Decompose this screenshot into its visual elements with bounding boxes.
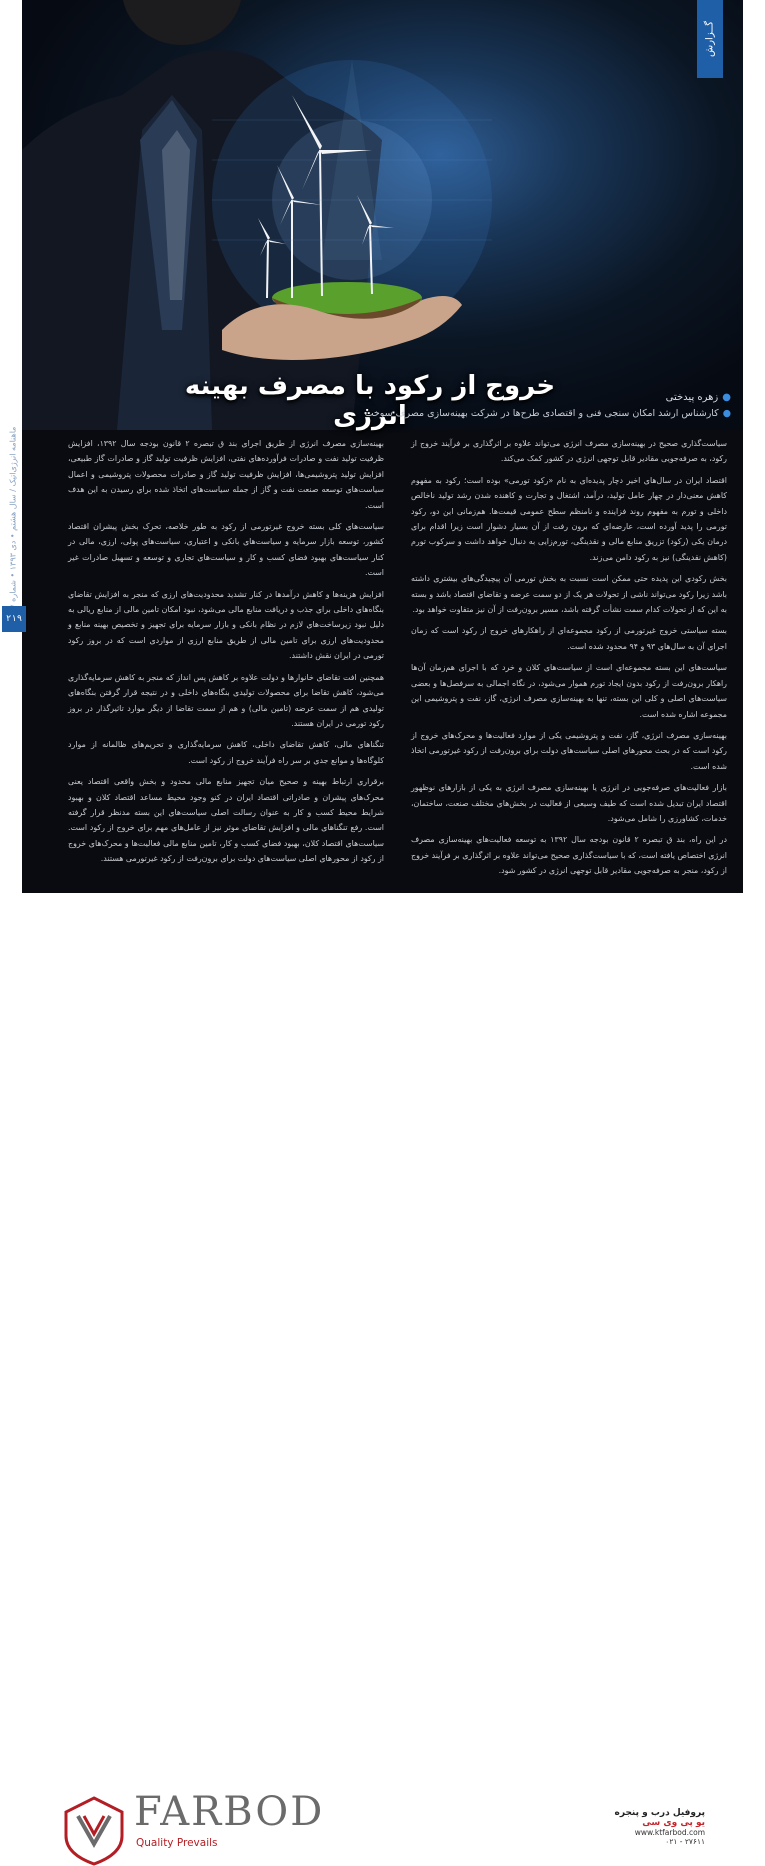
ad-product-line: پروفیل درب و پنجره	[614, 1808, 705, 1818]
brand-name: FARBOD	[134, 1789, 325, 1835]
lead-text: کارشناس ارشد امکان سنجی فنی و اقتصادی طرح‌ها در شرکت بهینه‌سازی مصرف سوخت	[364, 408, 719, 419]
brand-tagline: Quality Prevails	[136, 1837, 218, 1849]
paragraph: همچنین افت تقاضای خانوارها و دولت علاوه بر کاهش پس انداز که منجر به کاهش سرمایه‌گذاری می‌شود، کاهش تقاضا برای محصولات تولیدی بنگاه‌های داخلی و در نتیجه قرار گرفتن بنگاه‌های تولیدی هم از سمت عرضه (تامین مالی) و هم از سمت تقاضا از دیگر موارد تاثیرگذار در بروز رکود تورمی در ایران هستند.	[68, 672, 384, 728]
paragraph: افزایش هزینه‌ها و کاهش درآمدها در کنار تشدید محدودیت‌های ارزی که منجر به افزایش تقاضای بنگاه‌های داخلی برای جذب و دریافت منابع مالی می‌شود، نبود امکان تامین مالی از منابع ریالی به دلیل نبود زیرساخت‌های لازم در نظام بانکی و بازار سرمایه برای تجهیز و تخصیص بهینه منابع و محدودیت‌های ارزی برای تامین مالی از طریق منابع ارزی از مواردی است که در بروز رکود تورمی در ایران نقش داشتند.	[68, 589, 384, 661]
paragraph: برقراری ارتباط بهینه و صحیح میان تجهیز منابع مالی محدود و بخش واقعی اقتصاد یعنی محرک‌های پیشران و صادراتی اقتصاد ایران در کنو وجود محیط مساعد اقتصاد کلان و بهبود شرایط محیط کسب و کار به عنوان رسالت اصلی سیاست‌های این بسته مدنظر قرار گرفته است. رفع تنگناهای مالی و افزایش تقاضای موثر نیز از عامل‌های مهم برای خروج از رکود است. سیاست‌های اقتصاد کلان، بهبود فضای کسب و کار، تامین منابع مالی فعالیت‌ها و محرک‌های خروج از رکود از محورهای اصلی سیاست‌های دولت برای برون‌رفت از رکود غیرتورمی هستند.	[68, 777, 384, 864]
paragraph: سیاست‌های این بسته مجموعه‌ای است از سیاست‌های کلان و خرد که با اجرای هم‌زمان آن‌ها راهکار برون‌رفت از رکود بدون ایجاد تورم هموار می‌شود، در نگاه اجمالی به سرفصل‌ها و بعضی سیاست‌های اصلی و کلی این بسته، تنها به بهینه‌سازی مصرف انرژی، گاز، نفت و پتروشیمی این مجموعه اشاره شده است.	[411, 663, 727, 719]
paragraph: بازار فعالیت‌های صرفه‌جویی در انرژی یا بهینه‌سازی مصرف انرژی به یکی از بازارهای نوظهور اقتصاد ایران تبدیل شده است که طیف وسیعی از فعالیت در بخش‌های مختلف صنعت، ساختمان، خدمات، کشاورزی را شامل می‌شود.	[411, 783, 727, 823]
bullet-icon: ●	[722, 408, 731, 419]
text-column-left	[68, 436, 384, 873]
page-number: ۲۱۹	[2, 606, 26, 632]
issue-info: ماهنامه انرژی‌اتیک / سال هشتم • دی ۱۳۹۳ • شماره	[8, 426, 18, 603]
paragraph: تنگناهای مالی، کاهش تقاضای داخلی، کاهش سرمایه‌گذاری و تحریم‌های ظالمانه از موارد کلوگاه‌ها و موانع جدی بر سر راه فرآیند خروج از رکود است.	[68, 740, 384, 765]
ad-contact	[615, 1808, 705, 1846]
text-column-right	[411, 436, 727, 885]
paragraph: بهینه‌سازی مصرف انرژی از طریق اجرای بند ق تبصره ۲ قانون بودجه سال ۱۳۹۲، افزایش ظرفیت تولید نفت و صادرات فرآورده‌های نفتی، افزایش ظرفیت تولید گاز و صادرات گاز طبیعی، افزایش تولید پتروشیمی‌ها، افزایش ظرفیت تولید گاز و صادرات محصولات پتروشیمی و اعمال سیاست‌های توسعه صنعت نفت و گاز از جمله سیاست‌های اتخاذ شده برای رسیدن به این هدف است.	[68, 439, 385, 510]
paragraph: اقتصاد ایران در سال‌های اخیر دچار پدیده‌ای به نام «رکود تورمی» بوده است؛ رکود به مفهوم کاهش معنی‌دار در چهار عامل تولید، درآمد، اشتغال و تجارت و کاهنده شدن رشد تولید ناخالص داخلی و تورم به مفهوم روند فزاینده و نامنظم سطح عمومی قیمت‌ها. هم‌زمانی این دو، رکود تورمی را پدید آورده است، عارضه‌ای که برون رفت از آن بسیار دشوار است زیرا اقدام برای درمان یکی (رکود) تزریق منابع مالی و نقدینگی، تورم‌زایی به دنبال خواهد داشت و سرکوب تورم (کاهش نقدینگی) نیز به رکود دامن می‌زند.	[411, 475, 727, 562]
ad-phone: ۰۲۱ - ۲۷۶۱۱	[665, 1837, 705, 1846]
paragraph: سیاست‌گذاری صحیح در بهینه‌سازی مصرف انرژی می‌تواند علاوه بر اثرگذاری بر فرآیند خروج از رکود، به صرفه‌جویی مقادیر قابل توجهی انرژی در کشور کمک می‌کند.	[411, 439, 727, 464]
ad-website: www.ktfarbod.com	[634, 1828, 705, 1837]
paragraph: بهینه‌سازی مصرف انرژی، گاز، نفت و پتروشیمی یکی از موارد فعالیت‌ها و محرک‌های خروج از رکود است که در بحث محورهای اصلی سیاست‌های دولت برای برون‌رفت از رکود غیرتورمی اتخاذ شده است.	[411, 730, 727, 771]
article-title: خروج از رکود با مصرف بهینه انرژی	[184, 371, 556, 432]
ad-product-type: یو پی وی سی	[642, 1818, 705, 1828]
article-lead	[171, 408, 731, 419]
hero-image	[22, 0, 743, 430]
bullet-icon: ●	[722, 392, 731, 403]
wind-turbine-illustration	[22, 0, 743, 430]
farbod-logo-icon	[64, 1796, 124, 1866]
paragraph: بخش رکودی این پدیده حتی ممکن است نسبت به بخش تورمی آن پیچیدگی‌های بیشتری داشته باشد زیرا رکود می‌تواند ناشی از تحولات هر یک از دو سمت عرضه و تقاضای اقتصاد باشد و بسته به این که از تحولات کدام سمت نشأت گرفته باشد، مسیر برون‌رفت از آن نیز متفاوت خواهد بود.	[411, 574, 727, 615]
section-label: گــزارش	[697, 0, 723, 78]
paragraph: در این راه، بند ق تبصره ۲ قانون بودجه سال ۱۳۹۲ به توسعه فعالیت‌های بهینه‌سازی مصرف انرژی اختصاص یافته است، که با سیاست‌گذاری صحیح می‌تواند علاوه بر اثرگذاری بر فرآیند خروج از رکود، منجر به صرفه‌جویی مقادیر قابل توجهی انرژی در کشور شود.	[411, 835, 728, 876]
paragraph: بسته سیاستی خروج غیرتورمی از رکود مجموعه‌ای از راهکارهای خروج از رکود است که زمان اجرای آن به سال‌های ۹۳ و ۹۴ محدود شده است.	[411, 626, 727, 651]
author-line	[666, 392, 731, 403]
author-name: زهره پیدختی	[665, 392, 719, 403]
advertisement-banner	[0, 893, 765, 1849]
paragraph: سیاست‌های کلی بسته خروج غیرتورمی از رکود به طور خلاصه، تحرک بخش پیشران اقتصاد کشور، توسعه بازار سرمایه و سیاست‌های بانکی و اعتباری، سیاست‌های پولی، ارزی، مالی در کنار سیاست‌های بهبود فضای کسب و کار و سیاست‌های تجاری و توسعه و تسهیل صادرات غیر است.	[68, 522, 384, 578]
